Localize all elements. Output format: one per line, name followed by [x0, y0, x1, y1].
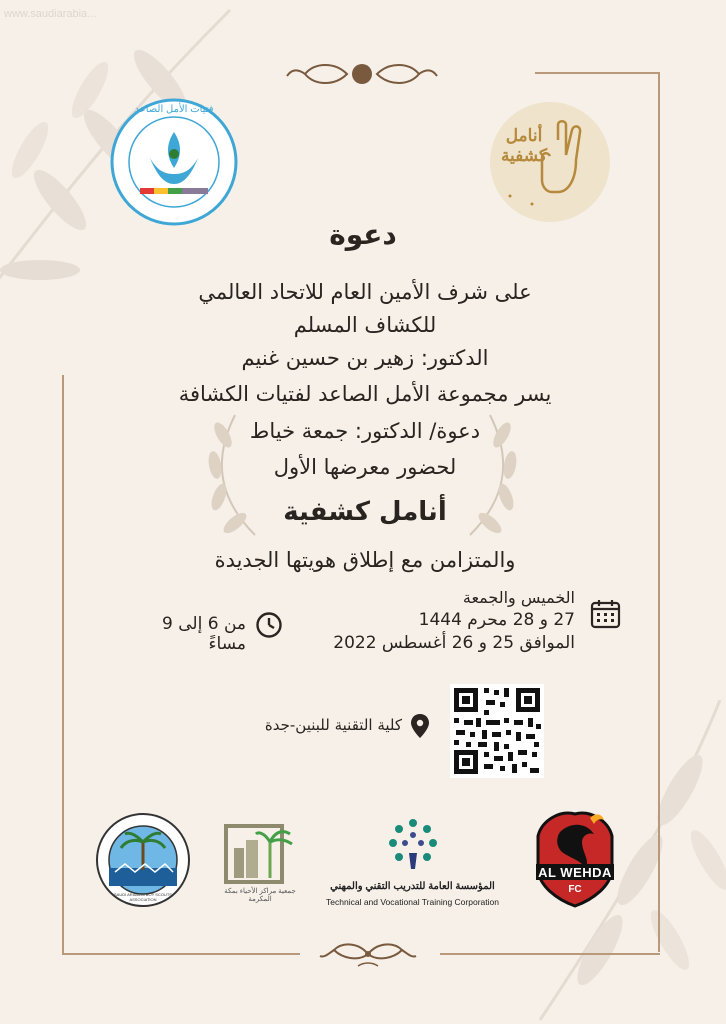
frame-line-top — [535, 72, 660, 74]
tvtc-logo — [315, 815, 510, 915]
district-center-text: جمعية مراكز الأحياء بمكة المكرمة — [224, 888, 296, 904]
exhibition-name: أنامل كشفية — [283, 497, 447, 527]
al-wehda-text: AL WEHDA — [538, 865, 612, 880]
invitation-line-5: دعوة/ الدكتور: جمعة خياط — [249, 419, 481, 443]
clock-icon — [255, 611, 283, 639]
al-amal-girls-scouts-logo — [110, 98, 238, 226]
saudi-scouts-text: SAUDI ARABIAN BOY SCOUTS ASSOCIATION — [114, 892, 172, 902]
event-days: الخميس والجمعة — [462, 588, 575, 607]
event-hijri-date: 27 و 28 محرم 1444 — [418, 610, 575, 630]
right-badge-text: أنامل كشفية — [500, 126, 548, 166]
tvtc-arabic-text: المؤسسة العامة للتدريب التقني والمهني — [330, 881, 495, 892]
tvtc-english-text: Technical and Vocational Training Corporation — [326, 897, 499, 907]
tvtc-emblem-icon — [385, 815, 441, 875]
event-time: من 6 إلى 9 مساءً — [162, 614, 246, 654]
invitation-title: دعوة — [329, 218, 397, 251]
invitation-line-6: لحضور معرضها الأول — [273, 455, 457, 479]
bottom-ornament-icon — [318, 936, 418, 972]
closing-line: والمتزامن مع إطلاق هويتها الجديدة — [214, 548, 516, 572]
qr-code-image[interactable] — [450, 684, 544, 778]
al-wehda-fc-logo — [530, 808, 620, 908]
invitation-line-3: الدكتور: زهير بن حسين غنيم — [241, 346, 489, 370]
al-wehda-fc-text: FC — [568, 884, 582, 895]
invitation-line-2: للكشاف المسلم — [293, 313, 437, 337]
watermark-text: www.saudiarabia... — [4, 8, 97, 20]
invitation-line-4: يسر مجموعة الأمل الصاعد لفتيات الكشافة — [178, 382, 552, 406]
calendar-icon — [590, 598, 622, 630]
invitation-line-1: على شرف الأمين العام للاتحاد العالمي — [198, 280, 532, 304]
location-pin-icon — [410, 713, 430, 739]
frame-line-right — [658, 72, 660, 952]
anamel-kashfiya-logo — [488, 100, 612, 224]
frame-line-left — [62, 375, 64, 955]
left-badge-text: فتيات الأمل الصاعد — [134, 104, 214, 115]
district-centers-logo — [220, 818, 300, 918]
event-gregorian-date: الموافق 25 و 26 أغسطس 2022 — [333, 633, 575, 653]
event-location: كلية التقنية للبنين-جدة — [264, 716, 402, 734]
saudi-boy-scouts-logo — [95, 812, 191, 908]
top-ornament-icon — [285, 60, 440, 90]
